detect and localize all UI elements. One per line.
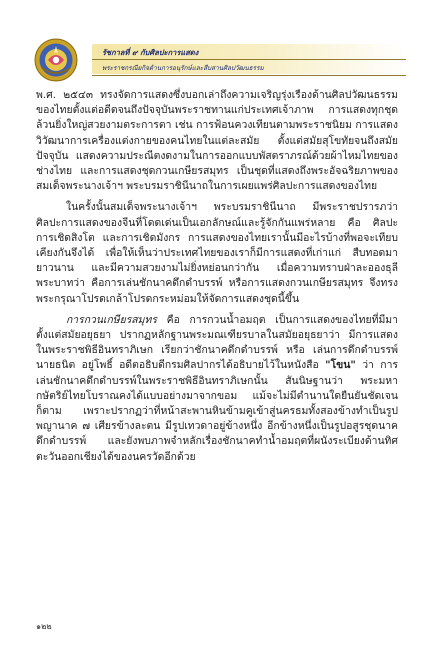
paragraph-3-text-a: คือ การกวนน้ำอมฤต เป็นการแสดงของไทยที่มีมาตั้งแต่สมัยอยุธยา ปรากฏหลักฐานพระมณเฑียรบาลในสมัยอยุธยาว่า มีการแสดงในพระราชพิธีอินทราภิเษก เรียกว่าชักนาคดึกดำบรรพ์ หรือ เล่นการดึกดำบรรพ์ นายธนิต อยู่โพธิ์ อดีตอธิบดีกรมศิลปากรได้อธิบายไว้ในหนังสือ xyxy=(36,313,398,372)
header-banner xyxy=(92,40,406,76)
paragraph-2 xyxy=(36,200,398,306)
header-underline xyxy=(92,75,406,76)
header-subtitle: พระราชกรณียกิจด้านการอนุรักษ์และสืบสานศิลปวัฒนธรรม xyxy=(102,64,264,72)
paragraph-3 xyxy=(36,313,398,465)
term-kuan-kasian-samut: การกวนเกษียรสมุทร xyxy=(66,313,157,326)
page-number: ๑๒๒ xyxy=(36,622,52,631)
header-title: รัชกาลที่ ๙ กับศิลปะการแสดง xyxy=(102,48,199,57)
book-title-khon: "โขน" xyxy=(325,359,356,372)
paragraph-1-text: พ.ศ. ๒๕๔๓ ทรงจัดการแสดงซึ่งบอกเล่าถึงความเจริญรุ่งเรืองด้านศิลปวัฒนธรรมของไทยตั้งแต่อดีตจนถึงปัจจุบันพระราชทานแก่ประเทศเจ้าภาพ การแสดงทุกชุดล้วนยิ่งใหญ่สวยงามตระการตา เช่น การฟ้อนควงเทียนตามพระราชนิยม การแสดงวิวัฒนาการเครื่องแต่งกายของคนไทยในแต่ละสมัย ตั้งแต่สมัยสุโขทัยจนถึงสมัยปัจจุบัน แสดงความประณีตงดงามในการออกแบบพัสตราภรณ์ด้วยผ้าไหมไทยของช่างไทย และการแสดงชุดกวนเกษียรสมุทร เป็นชุดที่แสดงถึงพระอัจฉริยภาพของสมเด็จพระนางเจ้าฯ พระบรมราชินีนาถในการเผยแพร่ศิลปะการแสดงของไทย xyxy=(36,89,398,193)
paragraph-2-text: ในครั้งนั้นสมเด็จพระนางเจ้าฯ พระบรมราชินีนาถ มีพระราชปรารภว่า ศิลปะการแสดงของจีนที่โดดเด่นเป็นเอกลักษณ์และรู้จักกันแพร่หลาย คือ ศิลปะการเชิดสิงโต และการเชิดมังกร การแสดงของไทยเรานั้นมีอะไรบ้างที่พอจะเทียบเคียงกันจึงได้ เพื่อให้เห็นว่าประเทศไทยของเราก็มีการแสดงที่เก่าแก่ สืบทอดมายาวนาน และมีความสวยงามไม่ยิ่งหย่อนกว่ากัน เมื่อความทราบฝ่าละอองธุลีพระบาทว่า คือการเล่นชักนาคดึกดำบรรพ์ หรือการแสดงกวนเกษียรสมุทร จึงทรงพระกรุณาโปรดเกล้าโปรดกระหม่อมให้จัดการแสดงชุดนี้ขึ้น xyxy=(36,201,398,305)
paragraph-1 xyxy=(36,88,398,194)
paragraph-3-text-b: ว่า การเล่นชักนาคดึกดำบรรพ์ในพระราชพิธีอินทราภิเษกนั้น สันนิษฐานว่า พระมหากษัตริย์ไทยโบราณคงได้แบบอย่างมาจากขอม แม้จะไม่มีตำนานใดยืนยันชัดเจนก็ตาม เพราะปรากฏว่าที่หน้าสะพานหินข้ามคูเข้าสู่นครธมทั้งสองข้างทำเป็นรูปพญานาค ๗ เศียรข้างละตน มีรูปเทวดาอยู่ข้างหนึ่ง อีกข้างหนึ่งเป็นรูปอสูรชุดนาคดึกดำบรรพ์ และยังพบภาพจำหลักเรื่องชักนาคทำน้ำอมฤตที่ผนังระเบียงด้านทิศตะวันออกเชียงได้ของนครวัดอีกด้วย xyxy=(36,359,399,463)
document-body xyxy=(36,88,398,471)
page-header xyxy=(34,36,406,80)
header-divider xyxy=(92,59,406,60)
royal-emblem-icon xyxy=(34,38,78,82)
